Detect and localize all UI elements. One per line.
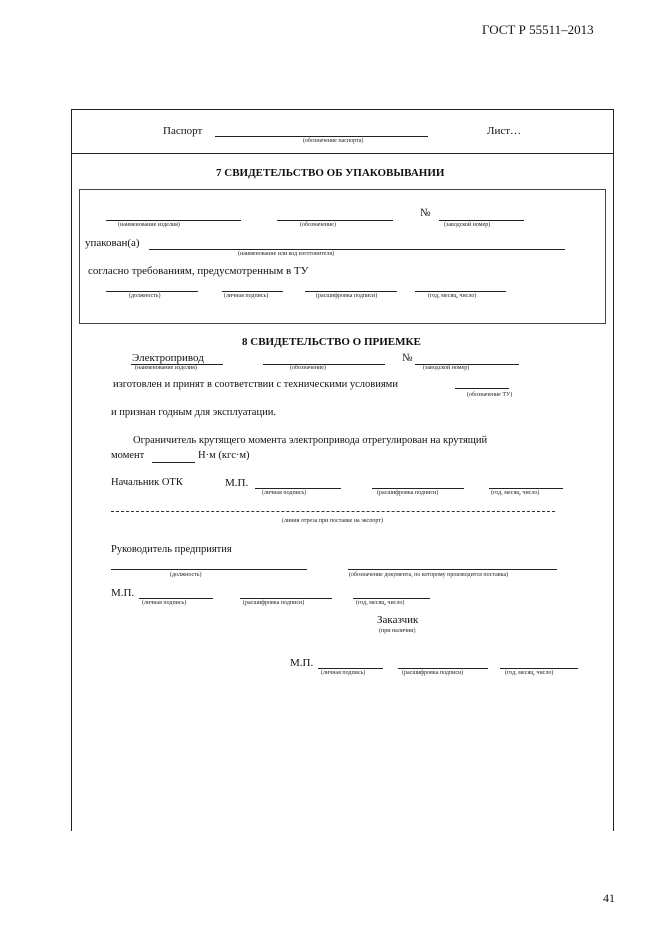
head-decoding-caption: (расшифровка подписи) [243,600,305,606]
sheet-label: Лист… [487,125,522,137]
frame-right-border [613,109,614,831]
s7-date-line [415,291,506,292]
otk-label: Начальник ОТК [111,477,183,488]
s7-manufacturer-caption: (наименование или код изготовителя) [238,251,335,257]
customer-stamp-mp: М.П. [290,657,314,669]
otk-date-caption: (год, месяц, число) [491,490,540,496]
customer-caption: (при наличии) [379,628,416,634]
s8-tu-line [455,388,509,389]
s7-serial-line [439,220,524,221]
head-position-line [111,569,307,570]
head-signature-line [139,598,213,599]
head-date-caption: (год, месяц, число) [356,600,405,606]
s7-product-line [106,220,241,221]
limiter-line1: Ограничитель крутящего момента электропривода отрегулирован на крутящий [133,435,488,446]
otk-decoding-line [372,488,464,489]
passport-line [215,136,428,137]
head-decoding-line [240,598,332,599]
passport-caption: (обозначение паспорта) [303,138,364,144]
delivery-document-caption: (обозначение документа, по которому производится поставка) [349,572,509,578]
manufactured-text: изготовлен и принят в соответствии с техническими условиями [113,379,398,390]
section7-box [79,189,606,324]
otk-date-line [489,488,563,489]
customer-date-line [500,668,578,669]
export-cut-caption: (линия отреза при поставке на экспорт) [282,518,383,524]
head-stamp-mp: М.П. [111,587,135,599]
customer-decoding-caption: (расшифровка подписи) [402,670,464,676]
s8-number-sign: № [402,352,413,364]
s7-number-sign: № [420,207,431,219]
s7-signature-line [222,291,283,292]
s7-product-caption: (наименование изделия) [118,222,180,228]
fit-text: и признан годным для эксплуатации. [111,407,276,418]
customer-signature-caption: (личная подпись) [321,670,366,676]
standard-header: ГОСТ Р 55511–2013 [482,22,594,37]
frame-left-border [71,109,72,831]
customer-signature-line [318,668,383,669]
customer-decoding-line [398,668,488,669]
s7-manufacturer-line [149,249,565,250]
according-text: согласно требованиям, предусмотренным в ТУ [88,265,309,277]
otk-signature-caption: (личная подпись) [262,490,307,496]
passport-label: Паспорт [163,125,203,137]
s7-serial-caption: (заводской номер) [444,222,491,228]
s7-designation-line [277,220,393,221]
product-name: Электропривод [132,352,204,364]
s7-date-caption: (год, месяц, число) [428,293,477,299]
otk-stamp-mp: М.П. [225,477,249,489]
section7-title: 7 СВИДЕТЕЛЬСТВО ОБ УПАКОВЫВАНИИ [216,167,445,179]
s7-position-caption: (должность) [129,293,161,299]
frame-top-border [71,109,614,110]
page-number: 41 [603,891,615,905]
torque-value-line [152,462,195,463]
head-label: Руководитель предприятия [111,544,232,555]
delivery-document-line [348,569,557,570]
s8-designation-caption: (обозначение) [290,365,326,371]
export-cut-line [111,511,555,512]
packed-label: упакован(а) [85,237,140,249]
head-signature-caption: (личная подпись) [142,600,187,606]
s7-position-line [106,291,198,292]
customer-date-caption: (год, месяц, число) [505,670,554,676]
head-date-line [353,598,430,599]
limiter-line2-unit: Н·м (кгс·м) [198,450,250,461]
limiter-line2-start: момент [111,450,145,461]
s7-decoding-line [305,291,397,292]
customer-label: Заказчик [377,614,419,626]
otk-decoding-caption: (расшифровка подписи) [377,490,439,496]
s7-decoding-caption: (расшифровка подписи) [316,293,378,299]
s8-serial-caption: (заводской номер) [423,365,470,371]
head-position-caption: (должность) [170,572,202,578]
s8-tu-caption: (обозначение ТУ) [467,392,513,398]
frame-header-divider [71,153,614,154]
section8-title: 8 СВИДЕТЕЛЬСТВО О ПРИЕМКЕ [242,336,421,348]
s8-product-caption: (наименование изделия) [135,365,197,371]
otk-signature-line [255,488,341,489]
s7-designation-caption: (обозначение) [300,222,336,228]
s7-signature-caption: (личная подпись) [224,293,269,299]
